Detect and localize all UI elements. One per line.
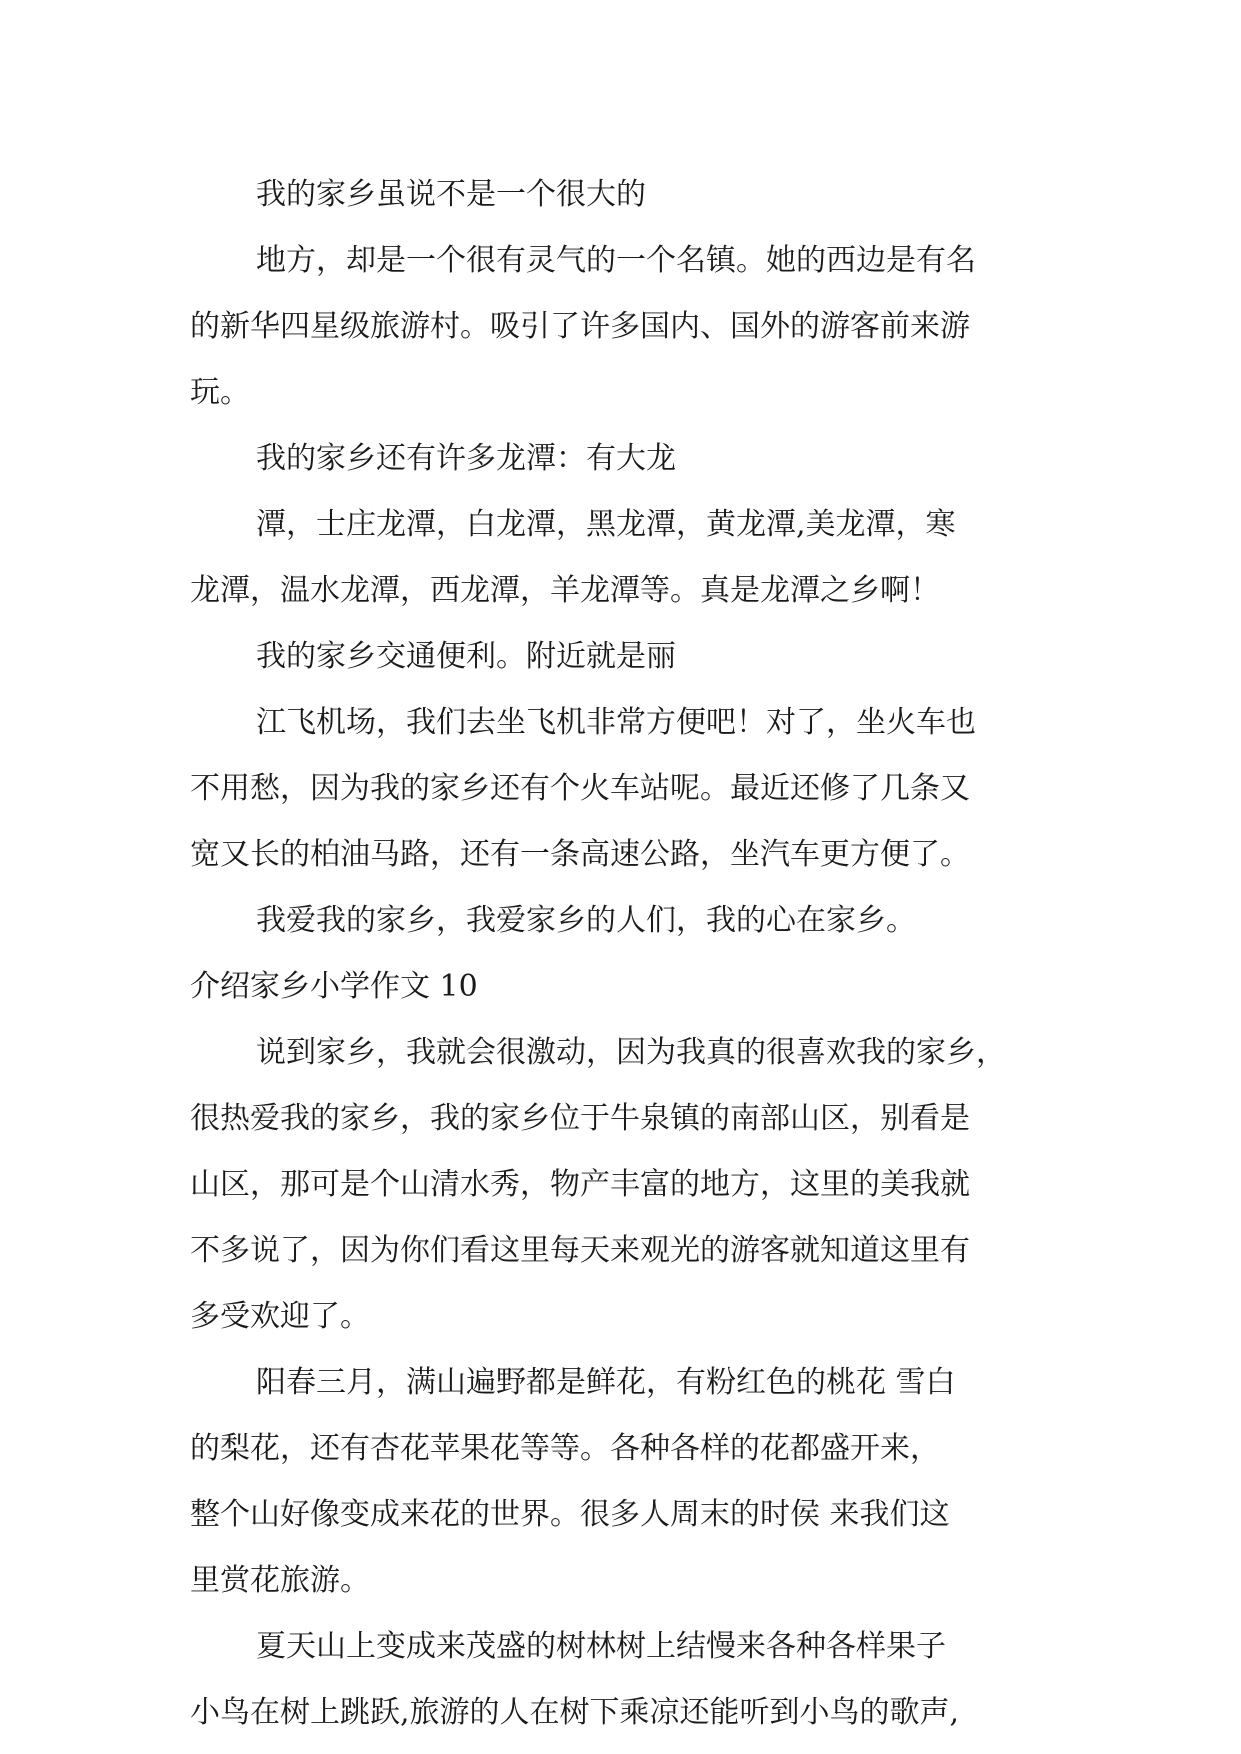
text-line: 潭，士庄龙潭，白龙潭，黑龙潭，黄龙潭,美龙潭，寒 [256, 507, 956, 542]
text-line: 阳春三月，满山遍野都是鲜花，有粉红色的桃花 雪白 [256, 1365, 956, 1400]
text-line: 里赏花旅游。 [190, 1563, 370, 1598]
text-line: 我的家乡虽说不是一个很大的 [256, 177, 646, 212]
text-line: 多受欢迎了。 [190, 1299, 370, 1334]
text-line: 的新华四星级旅游村。吸引了许多国内、国外的游客前来游 [190, 309, 970, 344]
text-line: 玩。 [190, 375, 250, 410]
text-line: 的梨花，还有杏花苹果花等等。各种各样的花都盛开来， [190, 1431, 940, 1466]
text-line: 江飞机场，我们去坐飞机非常方便吧！对了，坐火车也 [256, 705, 976, 740]
text-line: 地方，却是一个很有灵气的一个名镇。她的西边是有名 [256, 243, 976, 278]
document-body [190, 162, 1070, 1746]
text-line: 夏天山上变成来茂盛的树林树上结慢来各种各样果子 [256, 1629, 946, 1664]
text-line: 不多说了，因为你们看这里每天来观光的游客就知道这里有 [190, 1233, 970, 1268]
text-line: 不用愁，因为我的家乡还有个火车站呢。最近还修了几条又 [190, 771, 970, 806]
text-line: 我的家乡还有许多龙潭：有大龙 [256, 441, 676, 476]
text-line: 山区，那可是个山清水秀，物产丰富的地方，这里的美我就 [190, 1167, 970, 1202]
text-line: 龙潭，温水龙潭，西龙潭，羊龙潭等。真是龙潭之乡啊！ [190, 573, 940, 608]
text-line: 小鸟在树上跳跃,旅游的人在树下乘凉还能听到小鸟的歌声, [190, 1695, 960, 1730]
text-line: 我爱我的家乡，我爱家乡的人们，我的心在家乡。 [256, 903, 916, 938]
text-line: 说到家乡，我就会很激动，因为我真的很喜欢我的家乡， [256, 1035, 1006, 1070]
section-heading: 介绍家乡小学作文 10 [190, 969, 478, 1004]
text-line: 整个山好像变成来花的世界。很多人周末的时侯 来我们这 [190, 1497, 950, 1532]
text-line: 宽又长的柏油马路，还有一条高速公路，坐汽车更方便了。 [190, 837, 970, 872]
text-line: 很热爱我的家乡，我的家乡位于牛泉镇的南部山区，别看是 [190, 1101, 970, 1136]
text-line: 我的家乡交通便利。附近就是丽 [256, 639, 676, 674]
